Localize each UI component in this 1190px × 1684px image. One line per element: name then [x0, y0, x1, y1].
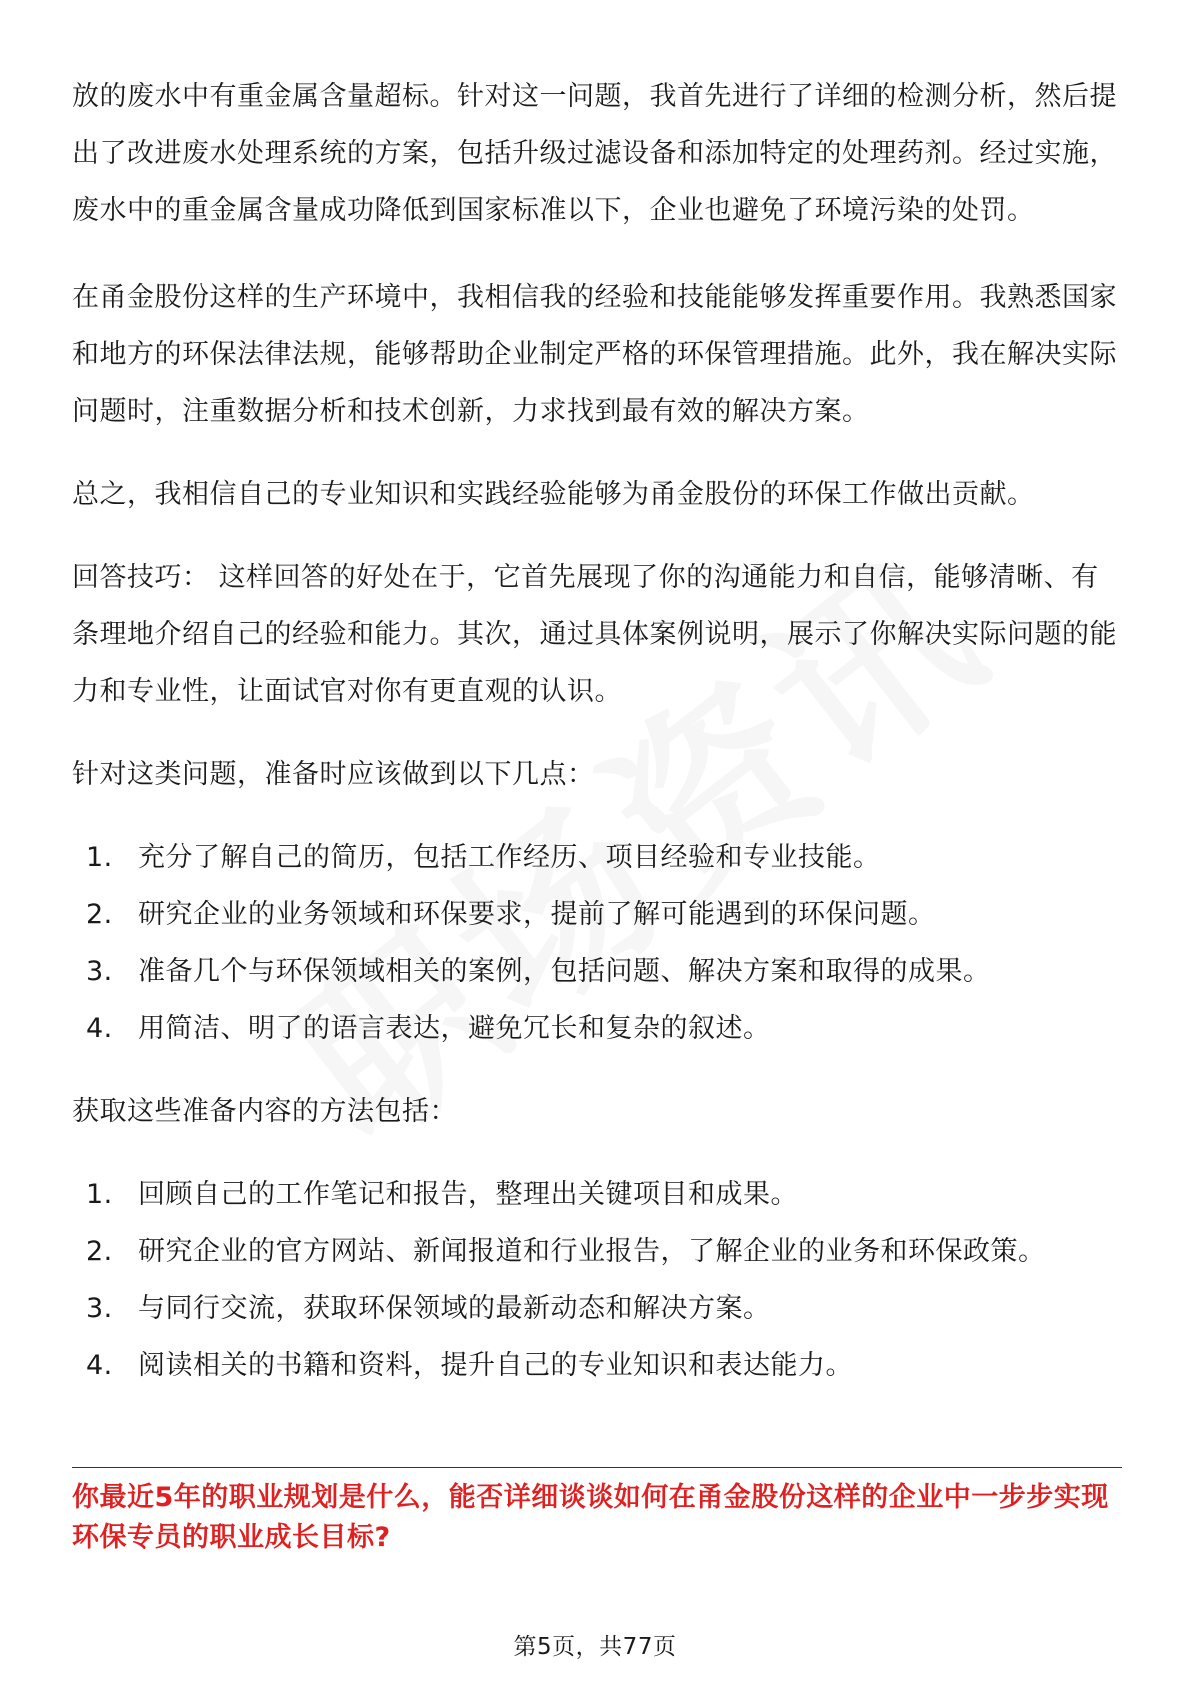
list-item: 4. 用简洁、明了的语言表达，避免冗长和复杂的叙述。 — [86, 1013, 771, 1044]
paragraph-skills: 在甬金股份这样的生产环境中，我相信我的经验和技能能够发挥重要作用。我熟悉国家和地方的环保法律法规，能够帮助企业制定严格的环保管理措施。此外，我在解决实际问题时，注重数据分析和技术创新，力求找到最有效的解决方案。 — [72, 282, 1117, 427]
paragraph-prep-intro: 针对这类问题，准备时应该做到以下几点： — [72, 759, 595, 790]
paragraph-answer-tips: 回答技巧： 这样回答的好处在于，它首先展现了你的沟通能力和自信，能够清晰、有条理地介绍自己的经验和能力。其次，通过具体案例说明，展示了你解决实际问题的能力和专业性，让面试官对你有更直观的认识。 — [72, 562, 1117, 707]
paragraph-methods-intro: 获取这些准备内容的方法包括： — [72, 1096, 457, 1127]
page-number-footer: 第5页，共77页 — [513, 1634, 677, 1660]
list-item: 1. 回顾自己的工作笔记和报告，整理出关键项目和成果。 — [86, 1179, 798, 1210]
section-divider — [72, 1467, 1122, 1468]
paragraph-case-result: 放的废水中有重金属含量超标。针对这一问题，我首先进行了详细的检测分析，然后提出了改进废水处理系统的方案，包括升级过滤设备和添加特定的处理药剂。经过实施，废水中的重金属含量成功降低到国家标准以下，企业也避免了环境污染的处罚。 — [72, 81, 1117, 226]
prep-points-list — [72, 829, 1122, 1057]
list-item: 3. 准备几个与环保领域相关的案例，包括问题、解决方案和取得的成果。 — [86, 956, 991, 987]
list-item: 2. 研究企业的业务领域和环保要求，提前了解可能遇到的环保问题。 — [86, 899, 936, 930]
list-item: 1. 充分了解自己的简历，包括工作经历、项目经验和专业技能。 — [86, 842, 881, 873]
list-item: 3. 与同行交流，获取环保领域的最新动态和解决方案。 — [86, 1293, 771, 1324]
document-body — [72, 68, 1122, 1394]
methods-list — [72, 1166, 1122, 1394]
next-question-heading: 你最近5年的职业规划是什么，能否详细谈谈如何在甬金股份这样的企业中一步步实现环保专员的职业成长目标? — [72, 1482, 1109, 1553]
list-item: 4. 阅读相关的书籍和资料，提升自己的专业知识和表达能力。 — [86, 1350, 853, 1381]
list-item: 2. 研究企业的官方网站、新闻报道和行业报告，了解企业的业务和环保政策。 — [86, 1236, 1046, 1267]
paragraph-summary: 总之，我相信自己的专业知识和实践经验能够为甬金股份的环保工作做出贡献。 — [72, 479, 1035, 510]
